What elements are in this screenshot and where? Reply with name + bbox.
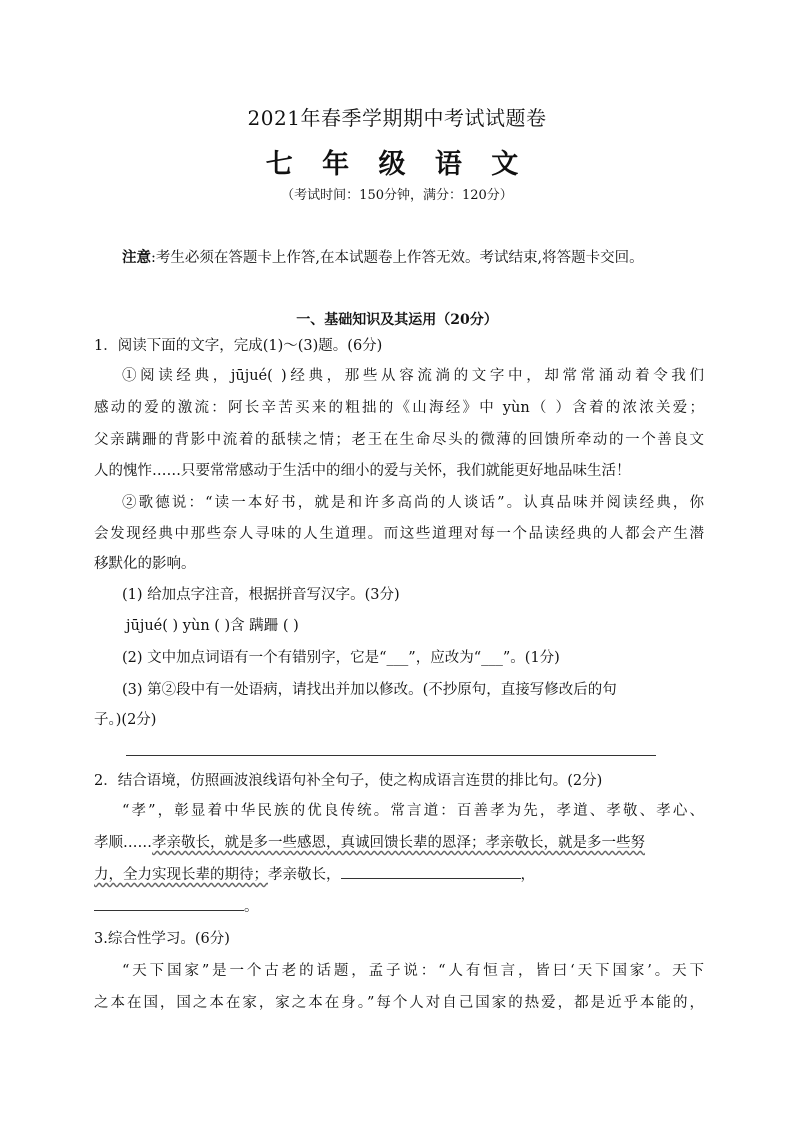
exam-info: （考试时间：150分钟，满分：120分） xyxy=(281,188,513,203)
section-heading: 一、基础知识及其运用（20分） xyxy=(296,312,498,328)
q2-line2-pre: 孝顺…… xyxy=(94,835,152,851)
q1-sub1-answers: jūjué( ) yùn ( )含 蹒跚 ( ) xyxy=(126,618,299,634)
q2-line4-end: 。 xyxy=(244,899,259,915)
answer-line xyxy=(126,755,656,756)
q2-fill-blank-1[interactable] xyxy=(341,864,521,879)
q1-para2-line2: 会发现经典中那些奈人寻味的人生道理。而这些道理对每一个品读经典的人都会产生潜 xyxy=(94,526,704,542)
q1-para1-line1: ①阅读经典，jūjué( )经典，那些从容流淌的文字中，却常常涌动着令我们 xyxy=(122,368,704,384)
q2-line4 xyxy=(94,896,259,917)
q2-wavy-sentence-1: 孝亲敬长，就是多一些感恩，真诚回馈长辈的恩泽；孝亲敬长，就是多一些努 xyxy=(152,835,645,851)
q2-fill-blank-2[interactable] xyxy=(94,896,244,911)
q2-line3 xyxy=(94,864,704,885)
q2-line1: “孝”，彰显着中华民族的优良传统。常言道：百善孝为先，孝道、孝敬、孝心、 xyxy=(122,803,704,819)
q1-para1-line4: 人的愧怍……只要常常感动于生活中的细小的爱与关怀，我们就能更好地品味生活！ xyxy=(94,463,631,479)
q1-sub2: (2) 文中加点词语有一个有错别字，它是“___”，应改为“___”。(1分) xyxy=(122,650,560,666)
q2-line3-post: 孝亲敬长， xyxy=(268,867,341,883)
q3-prompt: 3.综合性学习。(6分) xyxy=(94,931,230,947)
q1-sub1: (1) 给加点字注音，根据拼音写汉字。(3分) xyxy=(122,587,400,603)
notice-label: 注意 xyxy=(122,249,151,266)
q2-prompt: 2．结合语境，仿照画波浪线语句补全句子，使之构成语言连贯的排比句。(2分) xyxy=(94,773,603,789)
q1-para1-line3: 父亲蹒跚的背影中流着的舐犊之情；老王在生命尽头的微薄的回馈所牵动的一个善良文 xyxy=(94,432,704,448)
exam-title: 2021年春季学期期中考试试题卷 xyxy=(247,106,547,130)
q2-wavy-sentence-2: 力，全力实现长辈的期待； xyxy=(94,867,268,883)
q1-para2-line1: ②歌德说：“读一本好书，就是和许多高尚的人谈话”。认真品味并阅读经典，你 xyxy=(122,495,704,511)
q1-sub3-line1: (3) 第②段中有一处语病，请找出并加以修改。(不抄原句，直接写修改后的句 xyxy=(122,682,617,698)
q2-line2 xyxy=(94,833,704,853)
q1-para2-line3: 移默化的影响。 xyxy=(94,556,196,572)
subject-title: 七 年 级 语 文 xyxy=(265,149,529,180)
q1-para1-line2: 感动的爱的激流：阿长辛苦买来的粗拙的《山海经》中 yùn（ ）含着的浓浓关爱； xyxy=(94,400,704,416)
notice-text: :考生必须在答题卡上作答,在本试题卷上作答无效。考试结束,将答题卡交回。 xyxy=(151,250,644,266)
notice xyxy=(122,246,762,267)
q2-line3-end: ， xyxy=(520,867,535,883)
q3-line1: “天下国家”是一个古老的话题，孟子说：“人有恒言，皆曰‘天下国家’。天下 xyxy=(122,963,704,979)
q3-line2: 之本在国，国之本在家，家之本在身。”每个人对自己国家的热爱，都是近乎本能的， xyxy=(94,995,704,1011)
q1-prompt: 1．阅读下面的文字，完成(1)～(3)题。(6分) xyxy=(94,338,383,354)
q1-sub3-line2: 子。)(2分) xyxy=(94,712,157,728)
